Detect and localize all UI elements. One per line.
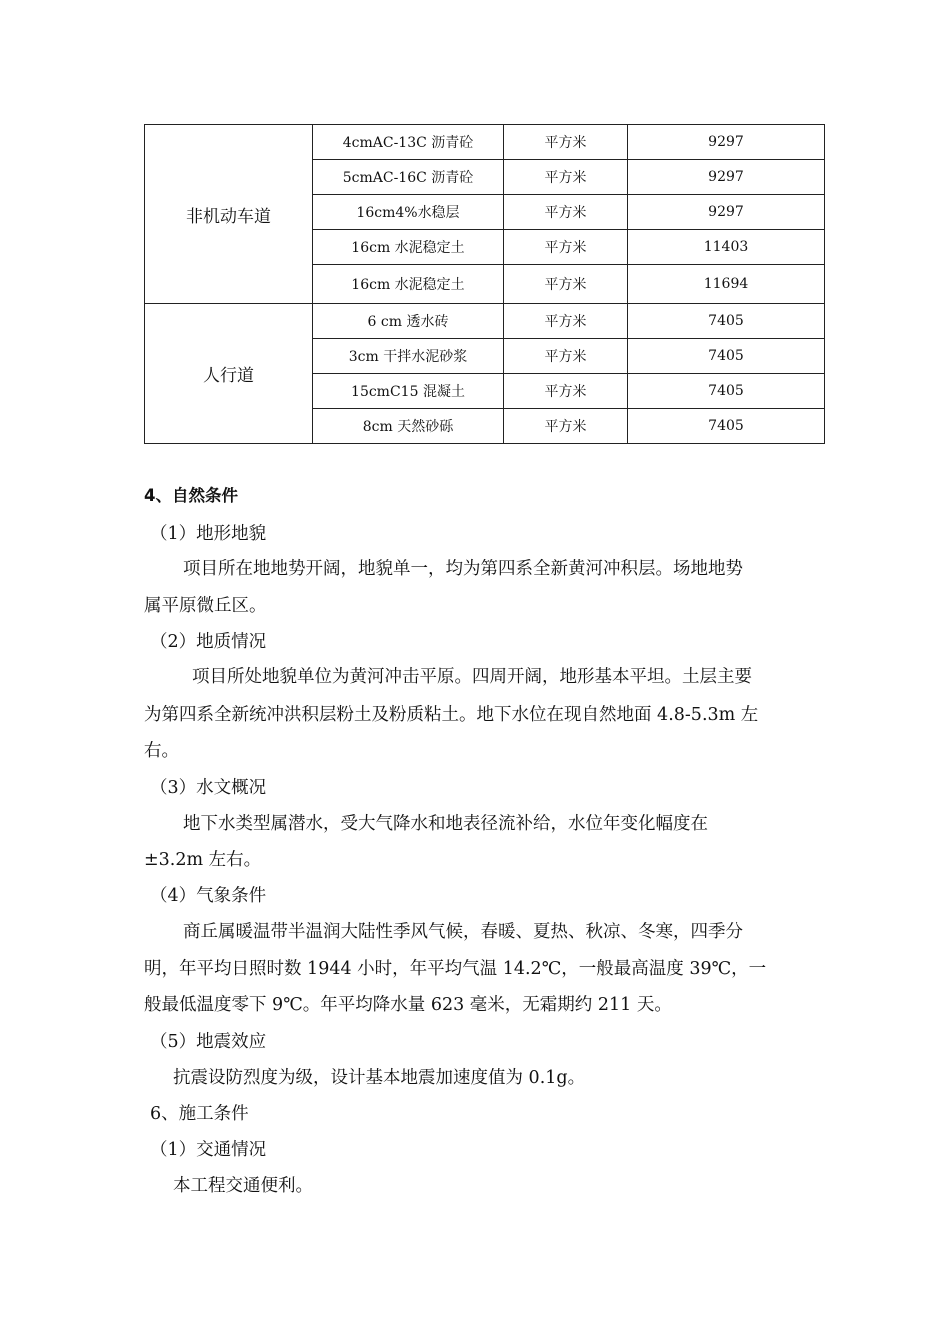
qty-cell: 11694 bbox=[628, 265, 825, 304]
table-row bbox=[145, 304, 825, 339]
paragraph-line: 明，年平均日照时数 1944 小时，年平均气温 14.2℃，一般最高温度 39℃，一 bbox=[144, 959, 767, 979]
qty-cell: 9297 bbox=[628, 195, 825, 230]
item-cell: 15cmC15 混凝土 bbox=[313, 374, 504, 409]
unit-cell: 平方米 bbox=[504, 339, 628, 374]
paragraph-line: ±3.2m 左右。 bbox=[144, 850, 262, 870]
section-6-heading: 6、施工条件 bbox=[150, 1104, 249, 1124]
section-4-heading: 4、自然条件 bbox=[144, 486, 238, 505]
paragraph-line: 本工程交通便利。 bbox=[173, 1176, 313, 1196]
paragraph-line: 般最低温度零下 9℃。年平均降水量 623 毫米，无霜期约 211 天。 bbox=[144, 995, 672, 1015]
unit-cell: 平方米 bbox=[504, 409, 628, 444]
item-cell: 6 cm 透水砖 bbox=[313, 304, 504, 339]
unit-cell: 平方米 bbox=[504, 304, 628, 339]
paragraph-line: 右。 bbox=[144, 741, 179, 761]
qty-cell: 11403 bbox=[628, 230, 825, 265]
qty-cell: 9297 bbox=[628, 125, 825, 160]
subsection-heading: （5）地震效应 bbox=[150, 1032, 267, 1052]
subsection-heading: （1）交通情况 bbox=[150, 1140, 267, 1160]
unit-cell: 平方米 bbox=[504, 374, 628, 409]
item-cell: 4cmAC-13C 沥青砼 bbox=[313, 125, 504, 160]
unit-cell: 平方米 bbox=[504, 125, 628, 160]
group-cell: 非机动车道 bbox=[145, 125, 313, 304]
paragraph-line: 为第四系全新统冲洪积层粉土及粉质粘土。地下水位在现自然地面 4.8-5.3m 左 bbox=[144, 705, 759, 725]
unit-cell: 平方米 bbox=[504, 265, 628, 304]
unit-cell: 平方米 bbox=[504, 195, 628, 230]
item-cell: 3cm 干拌水泥砂浆 bbox=[313, 339, 504, 374]
item-cell: 16cm4%水稳层 bbox=[313, 195, 504, 230]
qty-cell: 7405 bbox=[628, 304, 825, 339]
group-cell: 人行道 bbox=[145, 304, 313, 444]
table-row bbox=[145, 125, 825, 160]
item-cell: 16cm 水泥稳定土 bbox=[313, 265, 504, 304]
subsection-heading: （1）地形地貌 bbox=[150, 524, 267, 544]
subsection-heading: （4）气象条件 bbox=[150, 886, 267, 906]
qty-cell: 7405 bbox=[628, 374, 825, 409]
item-cell: 16cm 水泥稳定土 bbox=[313, 230, 504, 265]
qty-cell: 9297 bbox=[628, 160, 825, 195]
paragraph-line: 商丘属暖温带半温润大陆性季风气候，春暖、夏热、秋凉、冬寒，四季分 bbox=[183, 922, 743, 942]
paragraph-line: 项目所在地地势开阔，地貌单一，均为第四系全新黄河冲积层。场地地势 bbox=[183, 559, 743, 579]
paragraph-line: 项目所处地貌单位为黄河冲击平原。四周开阔，地形基本平坦。土层主要 bbox=[192, 667, 752, 687]
paragraph-line: 抗震设防烈度为级，设计基本地震加速度值为 0.1g。 bbox=[173, 1068, 586, 1088]
qty-cell: 7405 bbox=[628, 339, 825, 374]
qty-cell: 7405 bbox=[628, 409, 825, 444]
subsection-heading: （2）地质情况 bbox=[150, 632, 267, 652]
unit-cell: 平方米 bbox=[504, 230, 628, 265]
quantity-table bbox=[144, 124, 825, 444]
item-cell: 5cmAC-16C 沥青砼 bbox=[313, 160, 504, 195]
unit-cell: 平方米 bbox=[504, 160, 628, 195]
paragraph-line: 属平原微丘区。 bbox=[144, 596, 267, 616]
item-cell: 8cm 天然砂砾 bbox=[313, 409, 504, 444]
subsection-heading: （3）水文概况 bbox=[150, 778, 267, 798]
paragraph-line: 地下水类型属潜水，受大气降水和地表径流补给，水位年变化幅度在 bbox=[183, 814, 708, 834]
